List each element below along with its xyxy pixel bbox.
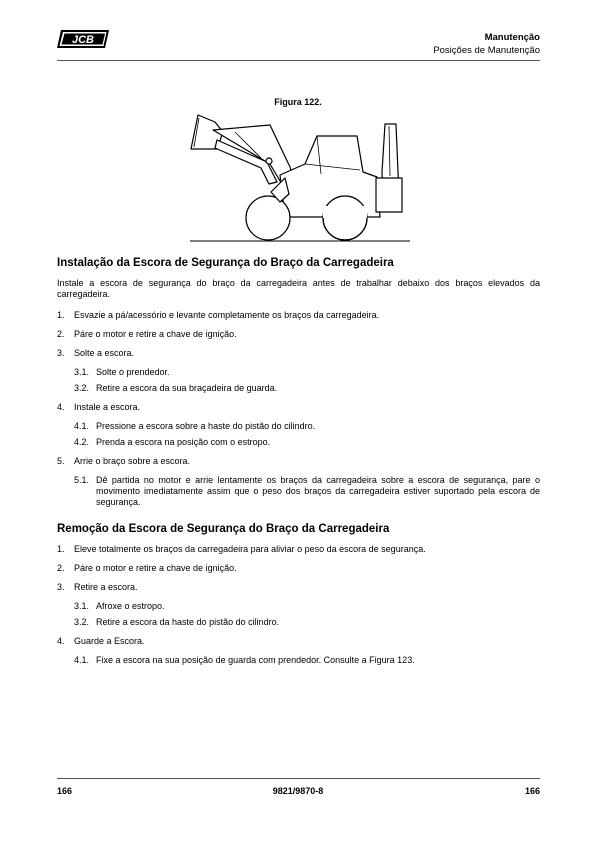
list-item: 1. Eleve totalmente os braços da carregadeira para aliviar o peso da escora de segurança. <box>57 544 426 554</box>
list-item: 3. Solte a escora. <box>57 348 135 358</box>
sub-list-item: 3.1. Afroxe o estropo. <box>74 601 165 611</box>
list-item: 2. Páre o motor e retire a chave de ignição. <box>57 563 237 573</box>
header-title: Manutenção <box>484 32 540 43</box>
section-intro: Instale a escora de segurança do braço da carregadeira antes de trabalhar debaixo dos braços elevados da carregadeira. <box>57 278 540 299</box>
logo-text: JCB <box>71 34 95 46</box>
section-heading-removal: Remoção da Escora de Segurança do Braço da Carregadeira <box>57 523 390 535</box>
sub-list-item: 3.2. Retire a escora da haste do pistão do cilindro. <box>74 617 280 627</box>
backhoe-stabilizer <box>376 178 402 212</box>
section-heading-installation: Instalação da Escora de Segurança do Braço da Carregadeira <box>57 257 394 269</box>
jcb-logo <box>57 29 109 49</box>
list-item: 3. Retire a escora. <box>57 582 138 592</box>
list-item: 4. Guarde a Escora. <box>57 636 145 646</box>
header-subtitle: Posições de Manutenção <box>433 45 540 56</box>
sub-list-item: 4.1. Fixe a escora na sua posição de guarda com prendedor. Consulte a Figura 123. <box>74 655 415 665</box>
page-number-left: 166 <box>57 786 73 796</box>
sub-list-item: 3.1. Solte o prendedor. <box>74 367 170 377</box>
sub-list-item: 3.2. Retire a escora da sua braçadeira de guarda. <box>74 383 278 393</box>
list-item: 2. Páre o motor e retire a chave de ignição. <box>57 329 237 339</box>
sub-list-item: 5.1. Dê partida no motor e arrie lentamente os braços da carregadeira sobre a escora de segurança, pare o movimento imediatamente assim que o peso dos braços da carregadeira estiver suportado pela escora de segurança. <box>74 475 540 507</box>
document-number: 9821/9870-8 <box>272 786 324 796</box>
front-wheel <box>246 196 290 240</box>
sub-list-item: 4.2. Prenda a escora na posição com o estropo. <box>74 437 271 447</box>
backhoe-loader-illustration <box>185 112 415 247</box>
sub-list-item: 4.1. Pressione a escora sobre a haste do pistão do cilindro. <box>74 421 316 431</box>
footer-rule <box>57 778 540 779</box>
list-item: 1. Esvazie a pá/acessório e levante completamente os braços da carregadeira. <box>57 310 380 320</box>
list-item: 5. Arrie o braço sobre a escora. <box>57 456 191 466</box>
main-content <box>57 256 540 674</box>
list-item: 4. Instale a escora. <box>57 402 141 412</box>
page-number-right: 166 <box>524 786 540 796</box>
figure-caption: Figura 122. <box>274 97 322 107</box>
header-rule <box>57 60 540 61</box>
